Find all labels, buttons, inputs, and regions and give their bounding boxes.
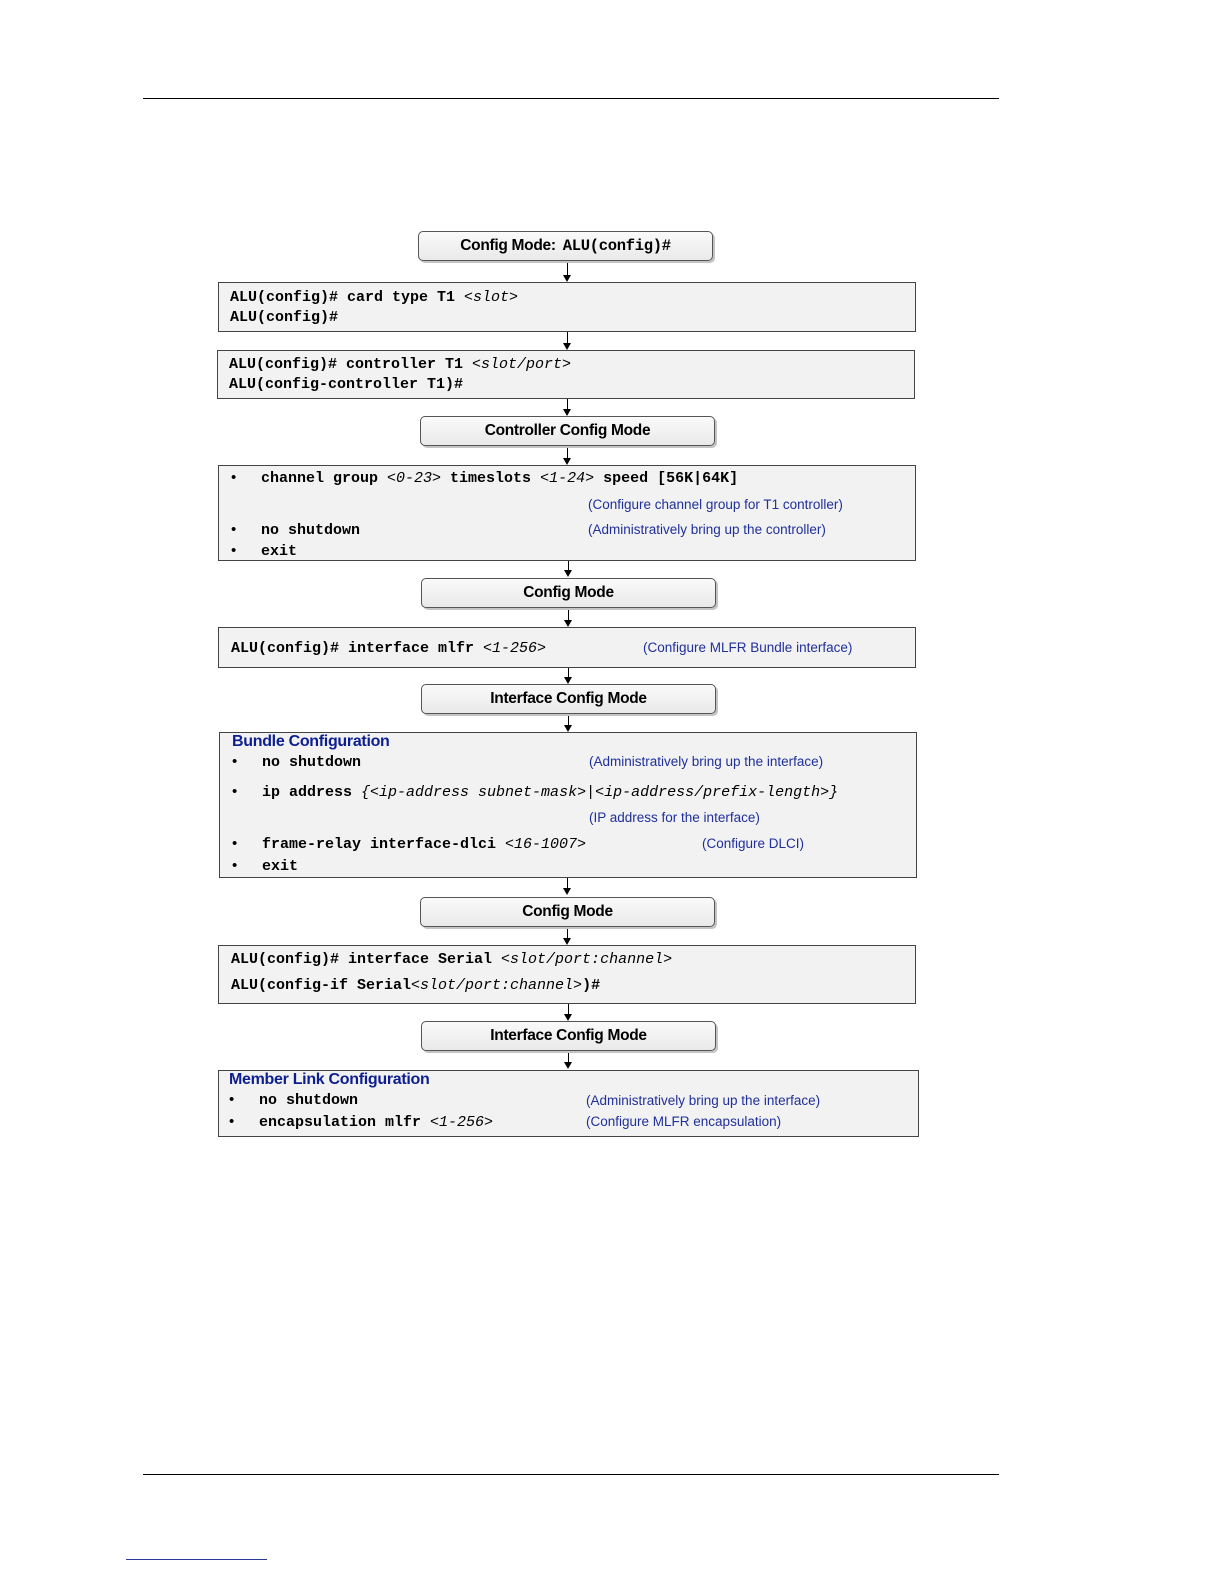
- interface-mlfr-note: (Configure MLFR Bundle interface): [643, 640, 853, 655]
- controller-box: [217, 350, 915, 399]
- controller-prompt: ALU(config-controller T1)#: [229, 376, 464, 393]
- interface-serial-command: ALU(config)# interface Serial <slot/port:channel>: [231, 951, 673, 968]
- interface-serial-prompt: ALU(config-if Serial<slot/port:channel>)#: [231, 977, 601, 994]
- controller-command: ALU(config)# controller T1 <slot/port>: [229, 356, 572, 373]
- interface-serial-box: [218, 945, 916, 1004]
- footer-rule: [143, 1474, 999, 1475]
- card-type-prompt: ALU(config)#: [230, 309, 339, 326]
- bullet: •: [231, 542, 237, 559]
- bullet: •: [232, 753, 238, 770]
- frame-relay-note: (Configure DLCI): [702, 836, 805, 851]
- no-shutdown-command: no shutdown: [259, 1092, 359, 1109]
- bundle-configuration-box: [219, 732, 917, 878]
- no-shutdown-note: (Administratively bring up the interface): [589, 754, 824, 769]
- no-shutdown-note: (Administratively bring up the controller): [588, 522, 826, 537]
- card-type-command: ALU(config)# card type T1 <slot>: [230, 289, 519, 306]
- bundle-configuration-header: Bundle Configuration: [232, 733, 390, 750]
- member-link-configuration-header: Member Link Configuration: [229, 1071, 430, 1088]
- header-rule: [143, 98, 999, 99]
- bullet: •: [229, 1113, 235, 1130]
- interface-config-mode-node-2: [421, 1021, 716, 1051]
- interface-mlfr-command: ALU(config)# interface mlfr <1-256>: [231, 640, 547, 657]
- config-mode-label: Config Mode: [522, 903, 613, 920]
- config-mode-label: Config Mode: [523, 584, 614, 601]
- exit-command: exit: [261, 543, 298, 560]
- controller-config-mode-node: [420, 416, 715, 446]
- interface-config-mode-node: [421, 684, 716, 714]
- config-mode-prompt: ALU(config)#: [562, 237, 671, 255]
- interface-config-mode-label: Interface Config Mode: [490, 1027, 647, 1044]
- channel-group-command: channel group <0-23> timeslots <1-24> speed [56K|64K]: [261, 470, 739, 487]
- bullet: •: [231, 469, 237, 486]
- no-shutdown-command: no shutdown: [262, 754, 362, 771]
- bullet: •: [231, 521, 237, 538]
- card-type-box: [218, 282, 916, 332]
- config-mode-node: [418, 231, 713, 261]
- no-shutdown-command: no shutdown: [261, 522, 361, 539]
- ip-address-note: (IP address for the interface): [589, 810, 760, 825]
- exit-command: exit: [262, 858, 299, 875]
- footer-link-underline: [126, 1559, 267, 1560]
- frame-relay-command: frame-relay interface-dlci <16-1007>: [262, 836, 587, 853]
- interface-config-mode-label: Interface Config Mode: [490, 690, 647, 707]
- bullet: •: [232, 783, 238, 800]
- bullet: •: [232, 835, 238, 852]
- config-mode-node-3: [420, 897, 715, 927]
- config-mode-label: Config Mode:: [460, 237, 556, 254]
- config-mode-node-2: [421, 578, 716, 608]
- bullet: •: [232, 857, 238, 874]
- bullet: •: [229, 1091, 235, 1108]
- no-shutdown-note: (Administratively bring up the interface): [586, 1093, 821, 1108]
- controller-config-mode-label: Controller Config Mode: [484, 422, 651, 439]
- member-link-configuration-box: [218, 1070, 919, 1137]
- encapsulation-note: (Configure MLFR encapsulation): [586, 1114, 782, 1129]
- channel-group-note: (Configure channel group for T1 controller): [588, 497, 843, 512]
- channel-group-box: [218, 465, 916, 561]
- encapsulation-command: encapsulation mlfr <1-256>: [259, 1114, 494, 1131]
- ip-address-command: ip address {<ip-address subnet-mask>|<ip-address/prefix-length>}: [262, 784, 839, 801]
- interface-mlfr-box: [218, 627, 916, 668]
